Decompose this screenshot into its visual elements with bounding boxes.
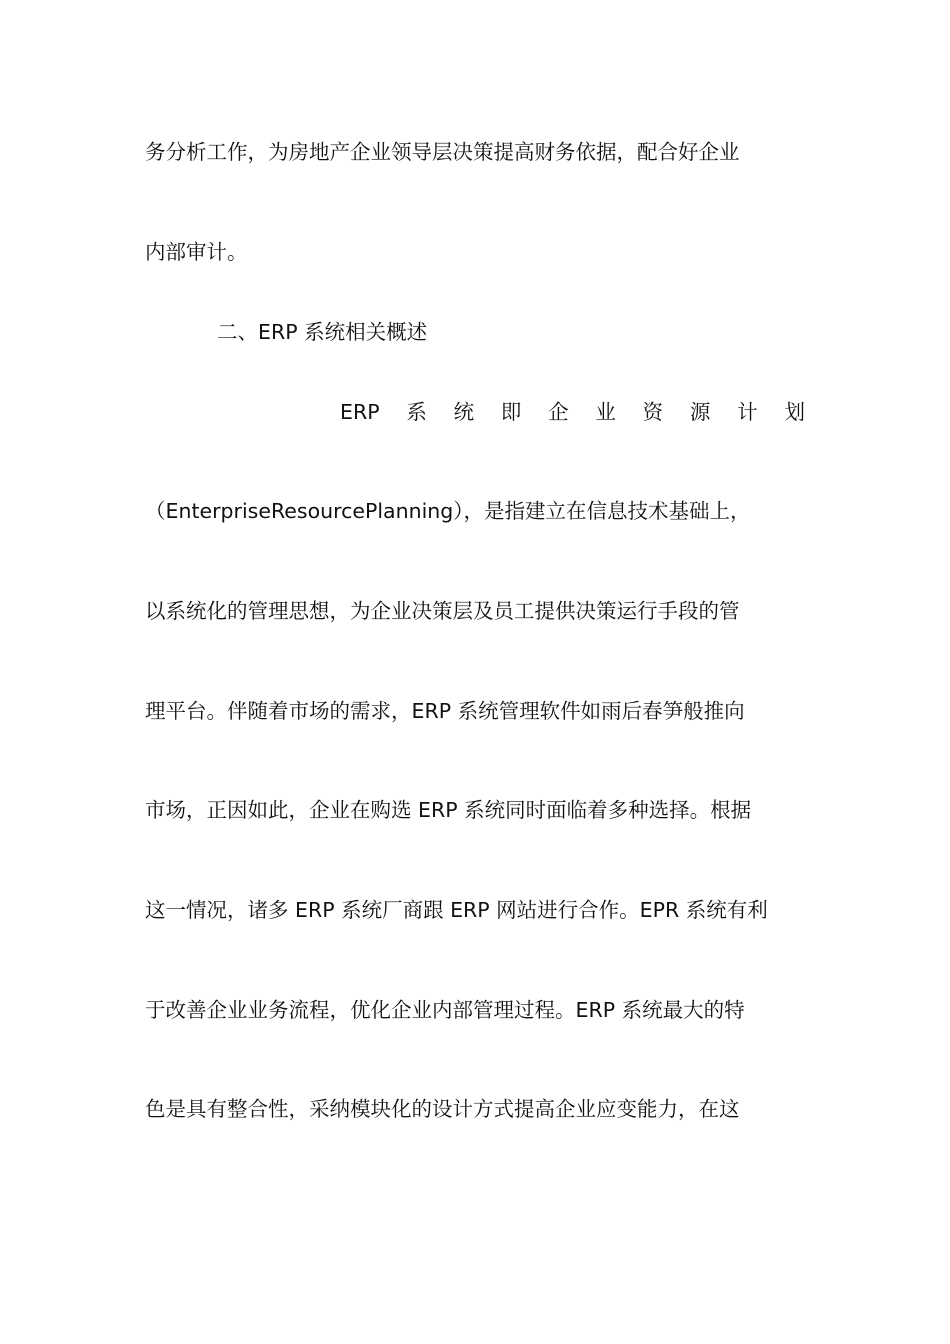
spaced-word: 业 (595, 400, 616, 424)
section-heading: 二、ERP 系统相关概述 (217, 320, 428, 344)
spaced-word: 即 (500, 400, 522, 424)
spaced-word: 源 (689, 400, 711, 424)
paragraph-line-7: 市场，正因如此，企业在购选 ERP 系统同时面临着多种选择。根据 (145, 798, 752, 822)
spaced-word: 统 (453, 400, 475, 424)
paragraph-line-2: 内部审计。 (145, 240, 248, 264)
paragraph-line-1: 务分析工作，为房地产企业领导层决策提高财务依据，配合好企业 (145, 140, 740, 164)
spaced-word: 计 (737, 400, 758, 424)
paragraph-line-6: 理平台。伴随着市场的需求，ERP 系统管理软件如雨后春笋般推向 (145, 699, 745, 723)
spaced-word: 资 (642, 400, 664, 424)
paragraph-line-4: （EnterpriseResourcePlanning），是指建立在信息技术基础上， (145, 499, 751, 523)
paragraph-line-spaced (340, 398, 805, 426)
paragraph-line-9: 于改善企业业务流程，优化企业内部管理过程。ERP 系统最大的特 (145, 998, 745, 1022)
paragraph-line-10: 色是具有整合性，采纳模块化的设计方式提高企业应变能力，在这 (145, 1097, 740, 1121)
paragraph-line-5: 以系统化的管理思想，为企业决策层及员工提供决策运行手段的管 (145, 599, 740, 623)
spaced-word: ERP (340, 400, 380, 424)
spaced-word: 系 (406, 400, 427, 424)
spaced-word: 划 (784, 400, 805, 424)
paragraph-line-8: 这一情况，诸多 ERP 系统厂商跟 ERP 网站进行合作。EPR 系统有利 (145, 898, 768, 922)
spaced-word: 企 (548, 400, 569, 424)
